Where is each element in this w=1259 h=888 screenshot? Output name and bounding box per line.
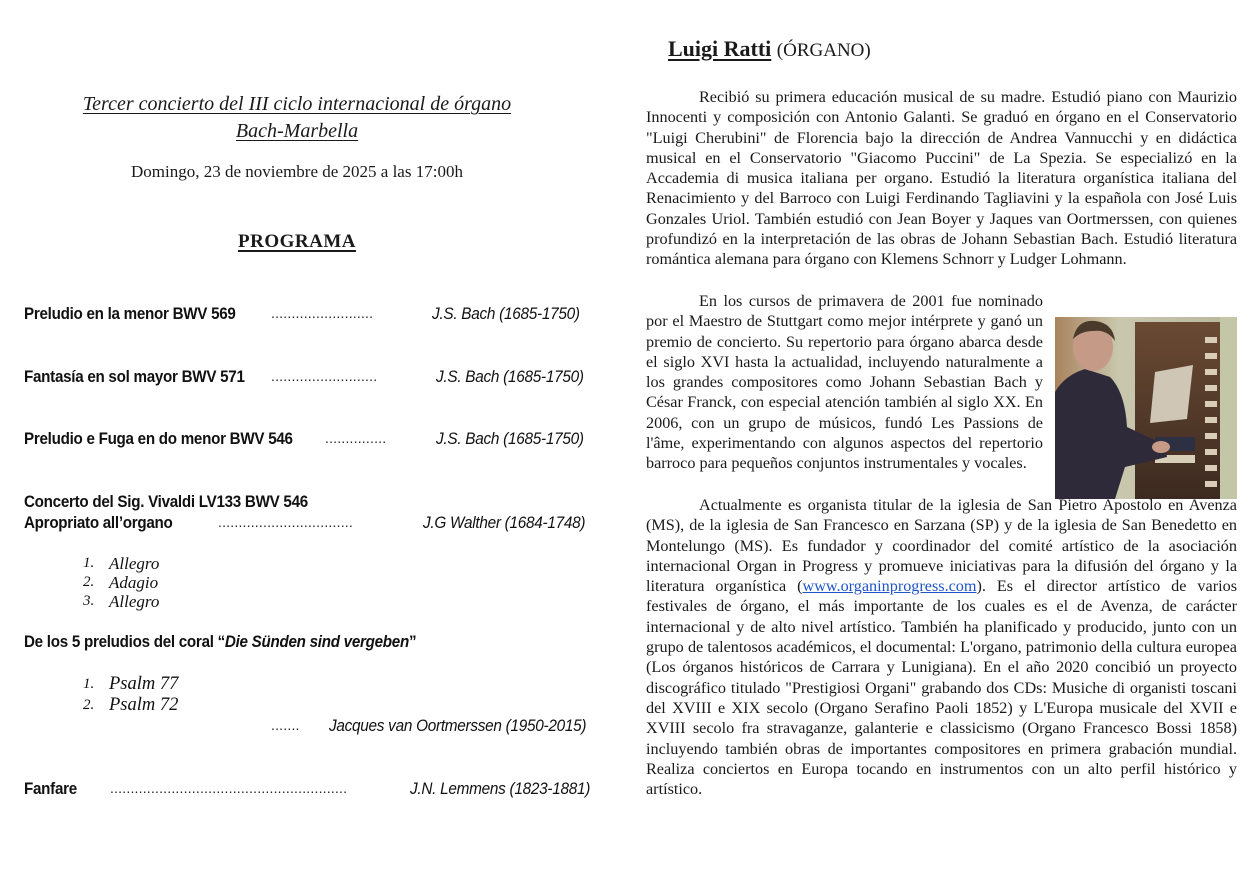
movement-item <box>83 592 159 611</box>
composer-name: J.G Walther (1684-1748) <box>423 514 586 532</box>
composer-name: J.S. Bach (1685-1750) <box>432 305 580 323</box>
concert-date: Domingo, 23 de noviembre de 2025 a las 17:00h <box>131 162 463 181</box>
movement-number: 2. <box>83 697 95 713</box>
movement-item <box>83 674 178 695</box>
program-item-work <box>24 304 254 325</box>
leader-dots: .......................... <box>271 368 378 384</box>
leader-dots: ....... <box>271 717 300 733</box>
program-item-work <box>24 367 264 388</box>
leader-dots: ......................... <box>271 305 374 321</box>
leader-dots: ................................. <box>218 514 353 530</box>
composer-name: J.N. Lemmens (1823-1881) <box>410 780 591 798</box>
movement-number: 1. <box>83 676 95 692</box>
concert-title-line2: Bach-Marbella <box>235 120 359 142</box>
program-item-work <box>24 513 185 534</box>
movement-number: 3. <box>83 593 95 609</box>
work-subtitle: Apropriato all’organo <box>24 514 173 532</box>
program-item-composer <box>423 513 597 534</box>
leader-dots: .......................................................... <box>110 780 348 796</box>
leader-dots: ............... <box>325 430 387 446</box>
work-title <box>24 632 416 653</box>
psalm-list <box>83 674 178 716</box>
work-title: Fantasía en sol mayor BWV 571 <box>24 368 245 386</box>
performer-instrument: (ÓRGANO) <box>776 40 871 61</box>
program-item-work <box>24 779 82 800</box>
bio-paragraph-3-text: Actualmente es organista titular de la iglesia de San Pietro Apostolo en Avenza (MS), de la iglesia de San Francesco en Sarzana (SP) y de la iglesia de San Benedetto en Montelungo (MS). Es fundador y coordinador del comité artístico de la asociación internacional Organ in Progress y promueve iniciativas para la difusión del órgano y la literatura organística ( <box>646 496 1237 596</box>
movement-label: Adagio <box>109 573 159 592</box>
organist-photo-illustration <box>1055 317 1237 499</box>
program-item-work <box>24 429 316 450</box>
concert-title-line1: Tercer concierto del III ciclo internacional de órgano <box>82 93 512 115</box>
program-item-composer <box>410 779 604 800</box>
chorale-title: Die Sünden sind vergeben <box>224 633 409 651</box>
bio-paragraph-3-text-continued: ). Es el director artístico de varios festivales de órgano, el más importante de los cuales es el de Avenza, de carácter internacional y de alto nivel artístico. También ha planificado y producido, junto con un grupo de talentosos académicos, el documental: L'organo, patrimonio della cultura europea (Los órganos históricos de Carrara y Lunigiana). En el año 2020 concibió un proyecto discográfico titulado "Prestigiosi Organi" grabando dos CDs: Musiche di organisti toscani del XVIII e XIX secolo (Organo Serafino Paoli 1852) y L'Europa musicale del XVII e XVIII secolo fra stravaganze, galanterie e classicismo (Organo Francesco Bossi 1858) incluyendo también obras de importantes compositores en primera grabación mundial. Realiza conciertos en Europa tocando en instrumentos con un alto perfil histórico y artístico. <box>646 577 1237 799</box>
program-item-work <box>24 632 450 653</box>
concert-title <box>0 91 594 145</box>
program-item-composer <box>436 367 595 388</box>
movement-number: 1. <box>83 555 95 571</box>
program-item-composer <box>432 304 591 325</box>
movement-label: Psalm 77 <box>109 674 179 694</box>
composer-name: J.S. Bach (1685-1750) <box>436 430 584 448</box>
performer-photo <box>1055 317 1237 499</box>
work-title-prefix: De los 5 preludios del coral “ <box>24 633 225 651</box>
movement-number: 2. <box>83 574 95 590</box>
bio-heading <box>668 36 871 62</box>
work-title-suffix: ” <box>408 633 417 651</box>
movement-label: Psalm 72 <box>109 695 179 715</box>
movement-label: Allegro <box>109 554 160 573</box>
composer-name: J.S. Bach (1685-1750) <box>436 368 584 386</box>
work-title: Preludio en la menor BWV 569 <box>24 305 236 323</box>
movement-label: Allegro <box>109 592 160 611</box>
organ-in-progress-link[interactable]: www.organinprogress.com <box>802 577 977 596</box>
work-title: Concerto del Sig. Vivaldi LV133 BWV 546 <box>24 493 308 511</box>
composer-name: Jacques van Oortmerssen (1950-2015) <box>329 717 587 735</box>
program-item-composer <box>436 429 595 450</box>
performer-name: Luigi Ratti <box>668 36 772 61</box>
movement-list <box>83 554 159 611</box>
movement-item <box>83 695 178 716</box>
work-title: Preludio e Fuga en do menor BWV 546 <box>24 430 293 448</box>
movement-item <box>83 573 159 592</box>
program-heading: PROGRAMA <box>238 231 356 252</box>
program-item-work-line1 <box>24 492 333 513</box>
program-item-composer <box>329 716 606 737</box>
program-page <box>0 0 620 888</box>
bio-paragraph-1: Recibió su primera educación musical de su madre. Estudió piano con Maurizio Innocenti y composición con Antonio Galanti. Se graduó en órgano en el Conservatorio "Luigi Cherubini" de Florencia bajo la dirección de Andrea Vannucchi y en didáctica musical en el Conservatorio "Giacomo Puccini" de La Spezia. Se especializó en la Accademia di musica italiana per organo. Estudió la literatura organística italiana del Renacimiento y del Barroco con Luigi Ferdinando Tagliavini y la española con José Luis Gonzales Uriol. También estudió con Jean Boyer y Jaques van Oortmerssen, con quienes profundizó en la interpretación de las obras de Johann Sebastian Bach. Estudió literatura romántica alemana para órgano con Klemens Schnorr y Ludger Lohmann. <box>646 88 1237 269</box>
bio-paragraph-2-wrapper <box>646 291 1237 495</box>
bio-paragraph-3 <box>646 495 1237 799</box>
work-title: Fanfare <box>24 780 77 798</box>
bio-paragraph-2: En los cursos de primavera de 2001 fue nominado por el Maestro de Stuttgart como mejor intérprete y ganó un premio de concierto. Su repertorio para órgano abarca desde el siglo XVI hasta la actualidad, incluyendo naturalmente a los grandes compositores como Johann Sebastian Bach y César Franck, con especial atención también al siglo XX. En 2006, con un grupo de músicos, fundó Les Passions de l'âme, experimentando con algunos aspectos del repertorio barroco para pequeños conjuntos instrumentales y vocales. <box>646 292 1043 473</box>
movement-item <box>83 554 159 573</box>
biography-page <box>620 0 1259 888</box>
